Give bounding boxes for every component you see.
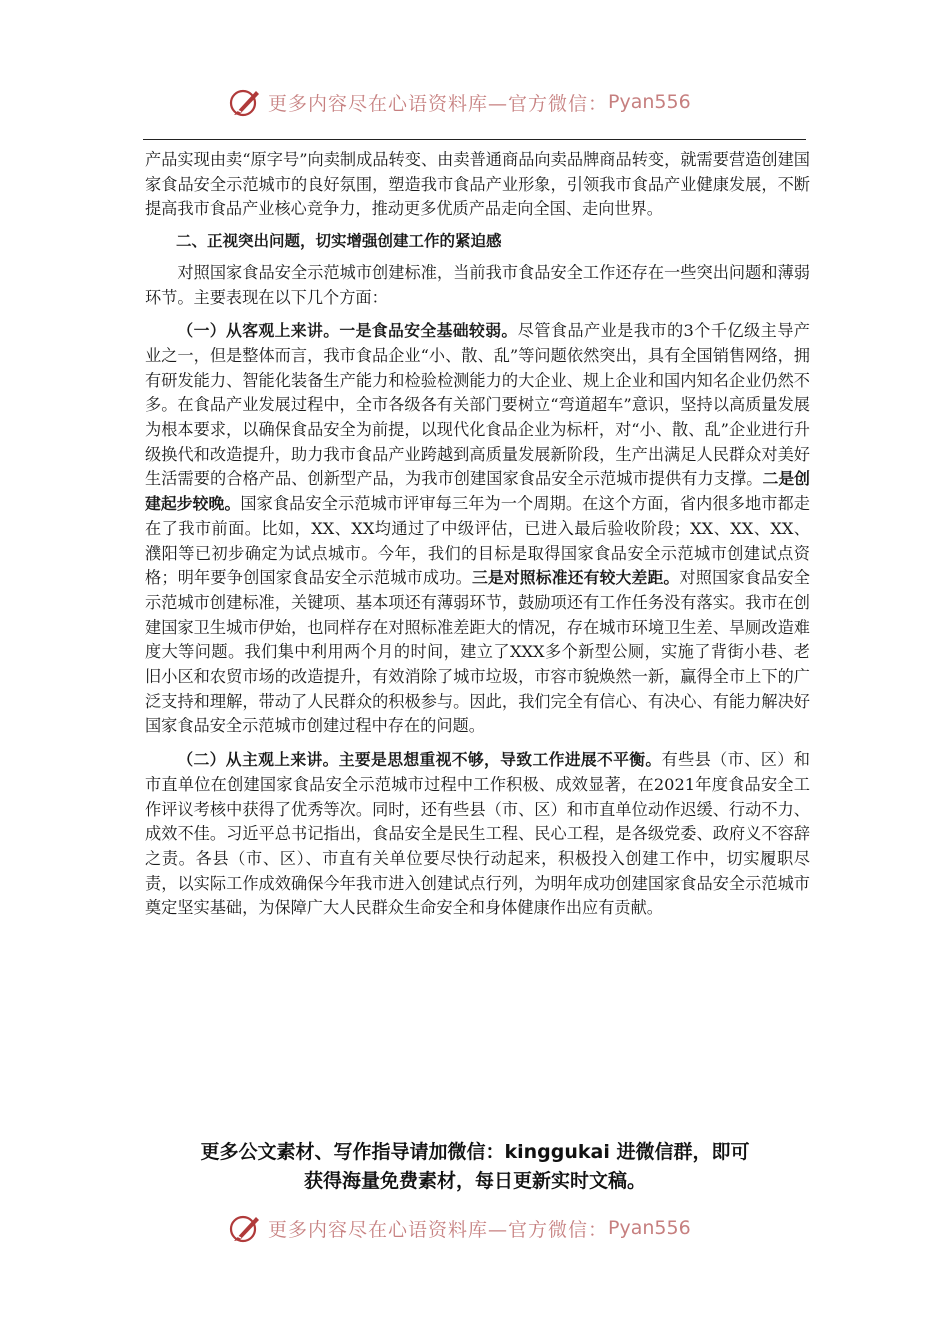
quill-pen-logo-icon [228,1211,262,1245]
watermark-wechat-id: Pyan556 [608,91,691,113]
page-header [0,84,950,124]
paragraph-subjective [145,748,810,921]
watermark-wechat-id: Pyan556 [608,1217,691,1239]
watermark-text: 更多内容尽在心语资料库—官方微信： [268,1218,609,1241]
section-heading: 二、正视突出问题，切实增强创建工作的紧迫感 [176,232,502,251]
bold-lead-4: （二）从主观上来讲。主要是思想重视不够，导致工作进展不平衡。 [177,750,662,770]
paragraph-objective [145,319,810,739]
watermark-text: 更多内容尽在心语资料库—官方微信： [268,92,609,115]
paragraph-text-1: 尽管食品产业是我市的3个千亿级主导产业之一，但是整体而言，我市食品企业“小、散、乱”等问题依然突出，具有全国销售网络，拥有研发能力、智能化装备生产能力和检验检测能力的大企业、规上企业和国内知名企业仍然不多。在食品产业发展过程中，全市各级各有关部门要树立“弯道超车”意识，坚持以高质量发展为根本要求，以确保食品安全为前提，以现代化食品企业为标杆，对“小、散、乱”企业进行升级换代和改造提升，助力我市食品产业跨越到高质量发展新阶段，生产出满足人民群众对美好生活需要的合格产品、创新型产品，为我市创建国家食品安全示范城市提供有力支撑。 [145,321,810,489]
promo-line-2: 获得海量免费素材，每日更新实时文稿。 [303,1170,646,1192]
page-footer [0,1210,950,1250]
header-divider [143,139,806,140]
paragraph-text-2: 国家食品安全示范城市评审每三年为一个周期。在这个方面，省内很多地市都走在了我市前面。比如，XX、XX均通过了中级评估，已进入最后验收阶段；XX、XX、XX、濮阳等已初步确定为试点城市。今年，我们的目标是取得国家食品安全示范城市创建试点资格；明年要争创国家食品安全示范城市成功。 [145,494,810,588]
paragraph-overview: 对照国家食品安全示范城市创建标准，当前我市食品安全工作还存在一些突出问题和薄弱环节。主要表现在以下几个方面： [145,262,810,307]
bold-lead-1: （一）从客观上来讲。一是食品安全基础较弱。 [177,321,518,341]
promo-line-1: 更多公文素材、写作指导请加微信：kinggukai 进微信群，即可 [200,1141,750,1163]
paragraph-text-4: 有些县（市、区）和市直单位在创建国家食品安全示范城市过程中工作积极、成效显著，在2021年度食品安全工作评议考核中获得了优秀等次。同时，还有些县（市、区）和市直单位动作迟缓、行动不力、成效不佳。习近平总书记指出，食品安全是民生工程、民心工程，是各级党委、政府义不容辞之责。各县（市、区）、市直有关单位要尽快行动起来，积极投入创建工作中，切实履职尽责，以实际工作成效确保今年我市进入创建试点行列，为明年成功创建国家食品安全示范城市奠定坚实基础，为保障广大人民群众生命安全和身体健康作出应有贡献。 [145,750,810,918]
header-watermark [228,84,691,120]
paragraph-intro: 产品实现由卖“原字号”向卖制成品转变、由卖普通商品向卖品牌商品转变，就需要营造创建国家食品安全示范城市的良好氛围，塑造我市食品产业形象，引领我市食品产业健康发展，不断提高我市食品产业核心竞争力，推动更多优质产品走向全国、走向世界。 [145,150,810,219]
document-body [145,148,810,921]
bold-lead-2: 二是创建起步较晚。 [145,469,810,514]
promo-notice [140,1138,810,1196]
quill-pen-logo-icon [228,85,262,119]
bold-lead-3: 三是对照标准还有较大差距。 [471,568,680,588]
paragraph-text-3: 对照国家食品安全示范城市创建标准，关键项、基本项还有薄弱环节，鼓励项还有工作任务没有落实。我市在创建国家卫生城市伊始，也同样存在对照标准差距大的情况，存在城市环境卫生差、旱厕改造难度大等问题。我们集中利用两个月的时间，建立了XXX多个新型公厕，实施了背街小巷、老旧小区和农贸市场的改造提升，有效消除了城市垃圾，市容市貌焕然一新，赢得全市上下的广泛支持和理解，带动了人民群众的积极参与。因此，我们完全有信心、有决心、有能力解决好国家食品安全示范城市创建过程中存在的问题。 [145,568,810,736]
footer-watermark [228,1210,691,1246]
